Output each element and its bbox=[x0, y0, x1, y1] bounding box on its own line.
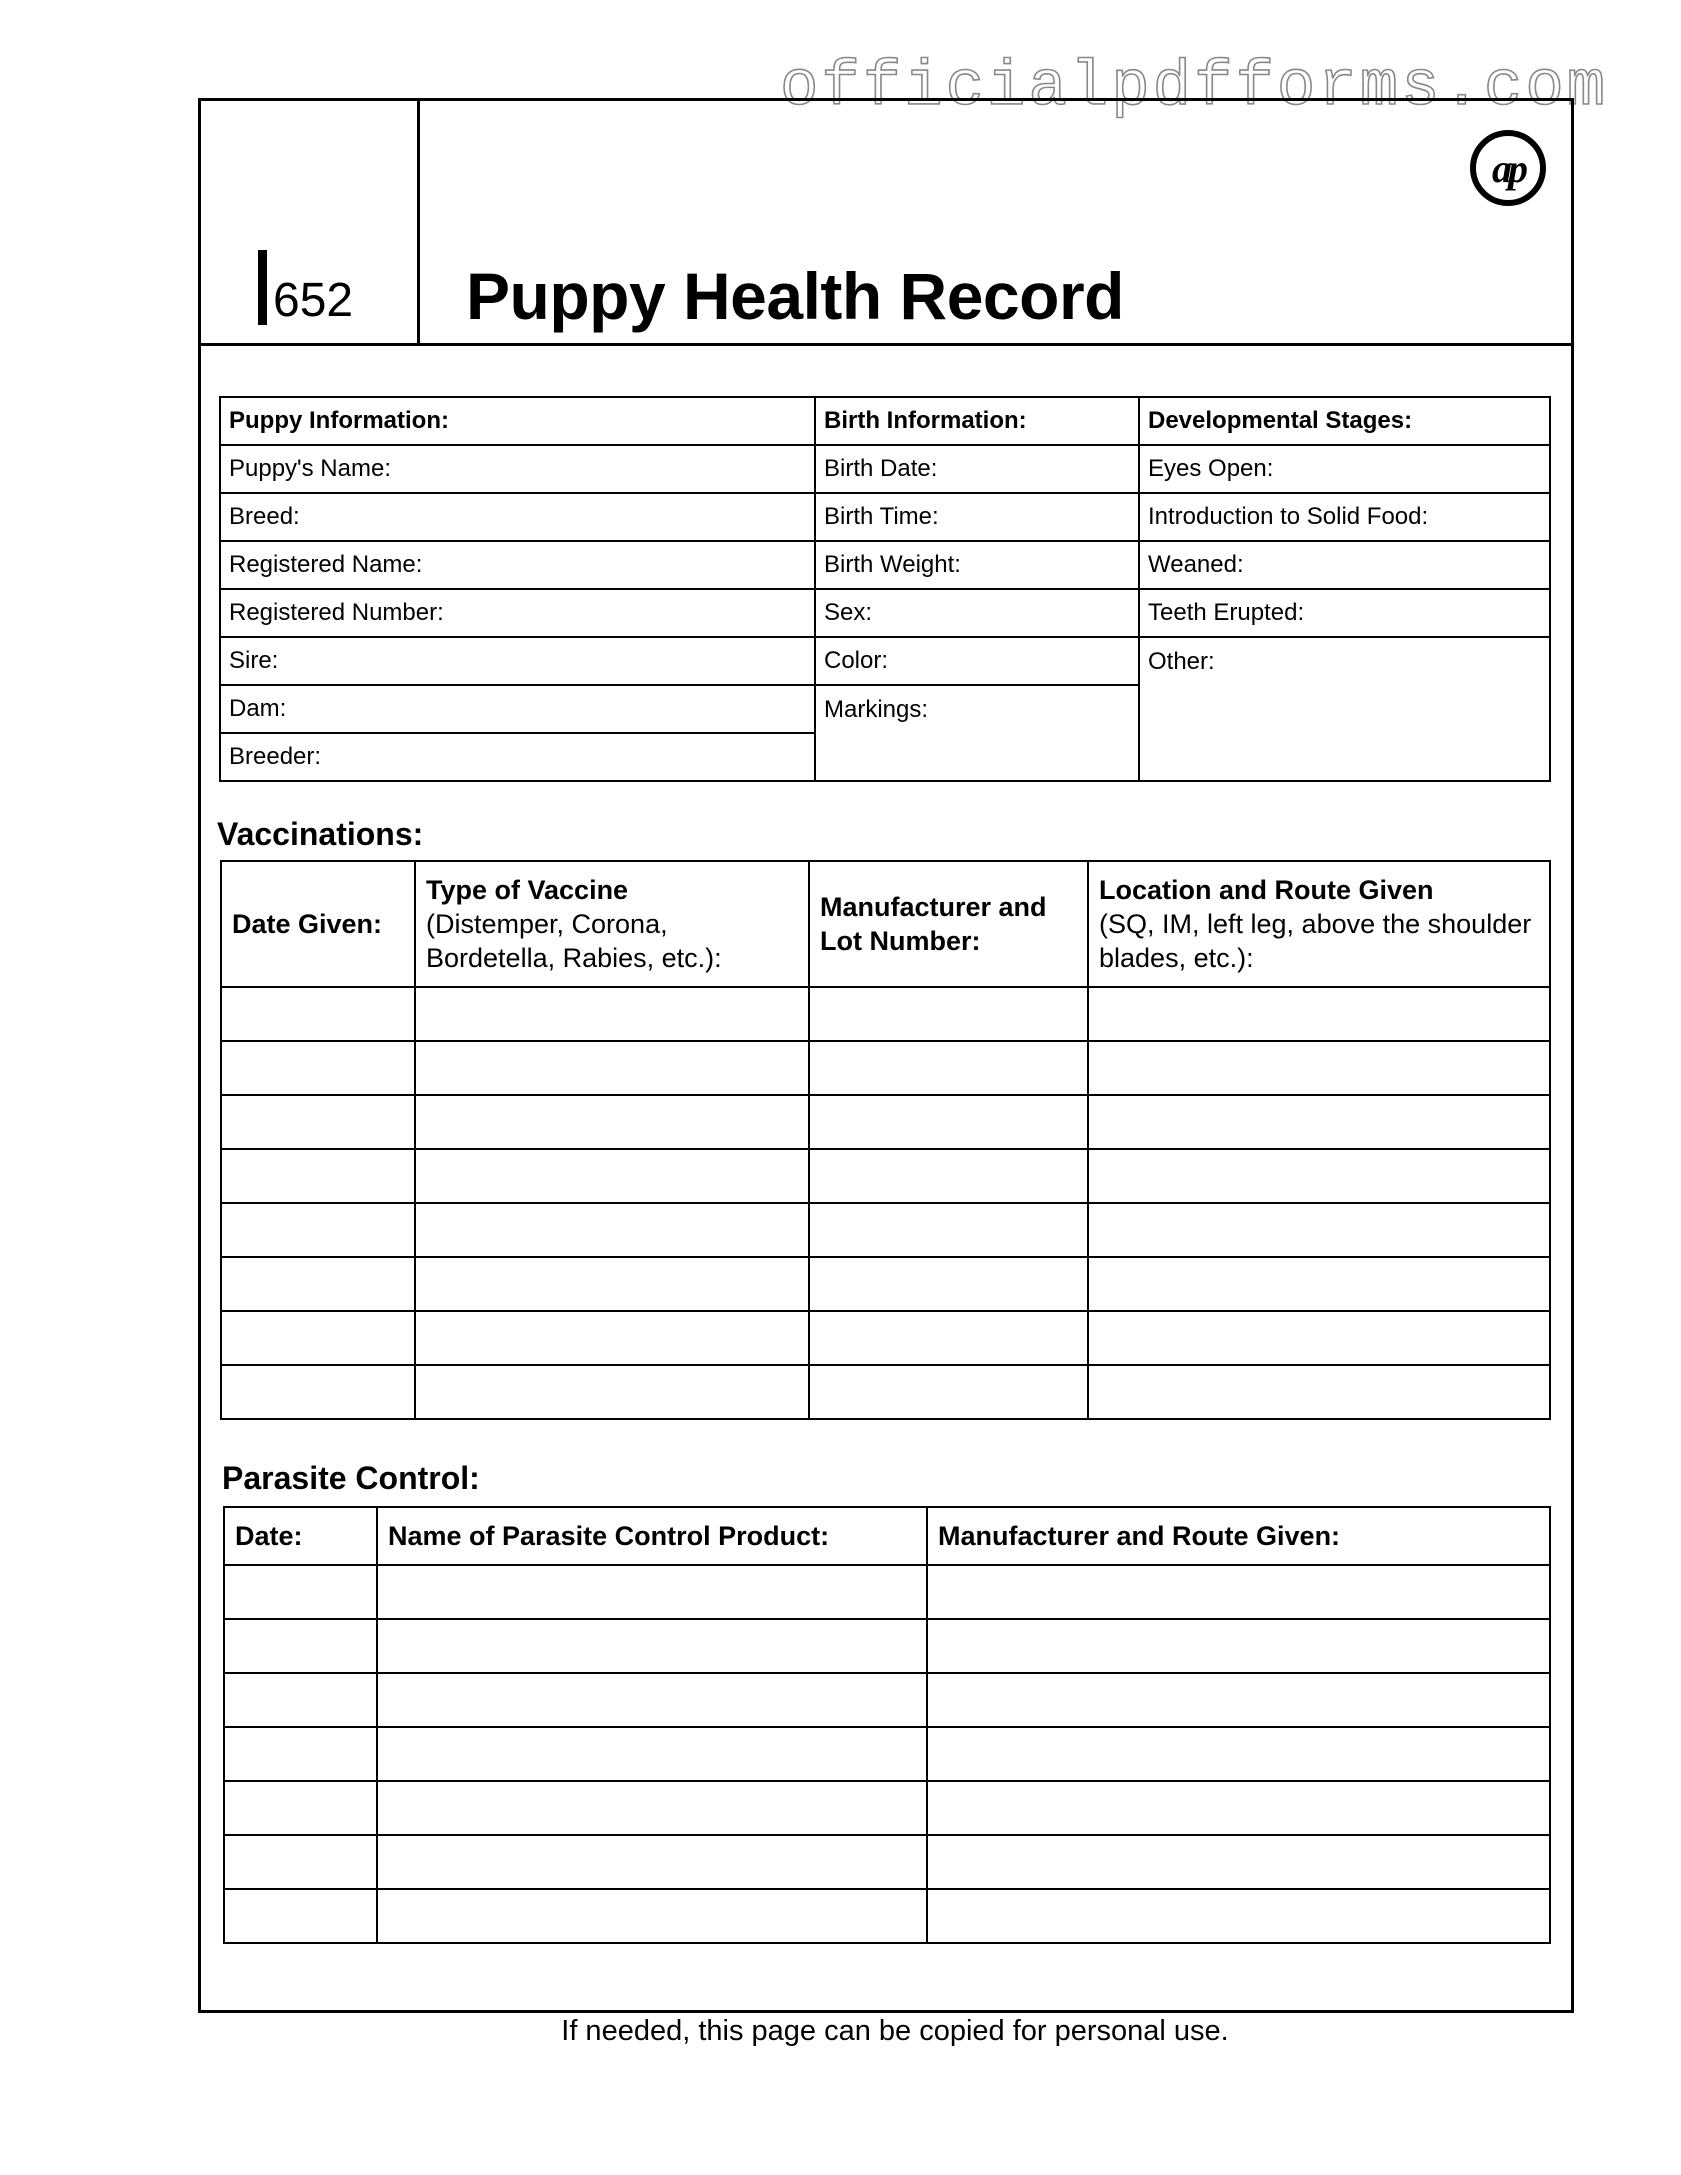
footer-note: If needed, this page can be copied for personal use. bbox=[561, 2015, 1229, 2047]
vacc-cell[interactable] bbox=[1088, 1149, 1550, 1203]
vacc-cell[interactable] bbox=[809, 1149, 1088, 1203]
vacc-col-location-note: (SQ, IM, left leg, above the shoulder blades, etc.): bbox=[1099, 909, 1532, 973]
field-birth-weight[interactable]: Birth Weight: bbox=[815, 541, 1139, 589]
vacc-cell[interactable] bbox=[1088, 1203, 1550, 1257]
para-cell[interactable] bbox=[377, 1727, 927, 1781]
vacc-cell[interactable] bbox=[221, 1041, 415, 1095]
header-rule bbox=[198, 343, 1574, 346]
para-col-product: Name of Parasite Control Product: bbox=[377, 1507, 927, 1565]
vacc-col-type-note: (Distemper, Corona, Bordetella, Rabies, etc.): bbox=[426, 909, 722, 973]
vacc-row bbox=[221, 1095, 1550, 1149]
para-cell[interactable] bbox=[927, 1781, 1550, 1835]
vacc-cell[interactable] bbox=[809, 1041, 1088, 1095]
vacc-row bbox=[221, 987, 1550, 1041]
vacc-cell[interactable] bbox=[415, 1365, 809, 1419]
header-puppy-information: Puppy Information: bbox=[220, 397, 815, 445]
header-developmental-stages: Developmental Stages: bbox=[1139, 397, 1550, 445]
para-cell[interactable] bbox=[927, 1889, 1550, 1943]
field-registered-name[interactable]: Registered Name: bbox=[220, 541, 815, 589]
para-cell[interactable] bbox=[927, 1727, 1550, 1781]
vacc-col-type-title: Type of Vaccine bbox=[426, 875, 629, 905]
para-row bbox=[224, 1727, 1550, 1781]
vacc-cell[interactable] bbox=[221, 1365, 415, 1419]
para-cell[interactable] bbox=[377, 1673, 927, 1727]
vacc-row bbox=[221, 1365, 1550, 1419]
vacc-cell[interactable] bbox=[415, 1203, 809, 1257]
para-cell[interactable] bbox=[224, 1727, 377, 1781]
vaccinations-heading: Vaccinations: bbox=[217, 816, 424, 852]
para-cell[interactable] bbox=[927, 1619, 1550, 1673]
vacc-cell[interactable] bbox=[415, 1311, 809, 1365]
header-birth-information: Birth Information: bbox=[815, 397, 1139, 445]
vacc-col-manufacturer: Manufacturer and Lot Number: bbox=[809, 861, 1088, 987]
vacc-cell[interactable] bbox=[809, 1257, 1088, 1311]
para-row bbox=[224, 1565, 1550, 1619]
para-cell[interactable] bbox=[224, 1673, 377, 1727]
vacc-row bbox=[221, 1257, 1550, 1311]
vacc-cell[interactable] bbox=[415, 1041, 809, 1095]
vacc-cell[interactable] bbox=[221, 1311, 415, 1365]
form-number bbox=[258, 250, 353, 330]
para-cell[interactable] bbox=[377, 1565, 927, 1619]
vacc-cell[interactable] bbox=[1088, 1365, 1550, 1419]
vacc-cell[interactable] bbox=[415, 1149, 809, 1203]
para-col-date: Date: bbox=[224, 1507, 377, 1565]
field-markings[interactable]: Markings: bbox=[815, 685, 1139, 781]
field-breed[interactable]: Breed: bbox=[220, 493, 815, 541]
para-row bbox=[224, 1619, 1550, 1673]
field-sex[interactable]: Sex: bbox=[815, 589, 1139, 637]
vacc-cell[interactable] bbox=[415, 987, 809, 1041]
para-cell[interactable] bbox=[224, 1565, 377, 1619]
vacc-cell[interactable] bbox=[221, 1149, 415, 1203]
para-cell[interactable] bbox=[224, 1889, 377, 1943]
vacc-col-location-title: Location and Route Given bbox=[1099, 875, 1434, 905]
para-row bbox=[224, 1889, 1550, 1943]
field-color[interactable]: Color: bbox=[815, 637, 1139, 685]
vacc-cell[interactable] bbox=[415, 1095, 809, 1149]
vacc-cell[interactable] bbox=[1088, 1257, 1550, 1311]
watermark: officialpdfforms.com bbox=[780, 52, 1609, 124]
field-breeder[interactable]: Breeder: bbox=[220, 733, 815, 781]
vacc-row bbox=[221, 1041, 1550, 1095]
vacc-cell[interactable] bbox=[415, 1257, 809, 1311]
vacc-row bbox=[221, 1203, 1550, 1257]
vacc-cell[interactable] bbox=[809, 1365, 1088, 1419]
para-cell[interactable] bbox=[377, 1835, 927, 1889]
vacc-cell[interactable] bbox=[1088, 1311, 1550, 1365]
field-puppy-name[interactable]: Puppy's Name: bbox=[220, 445, 815, 493]
para-cell[interactable] bbox=[377, 1619, 927, 1673]
field-other[interactable]: Other: bbox=[1139, 637, 1550, 781]
vacc-cell[interactable] bbox=[221, 987, 415, 1041]
vacc-col-date: Date Given: bbox=[221, 861, 415, 987]
vaccinations-table bbox=[220, 860, 1551, 1420]
para-cell[interactable] bbox=[377, 1889, 927, 1943]
para-cell[interactable] bbox=[224, 1619, 377, 1673]
field-solid-food[interactable]: Introduction to Solid Food: bbox=[1139, 493, 1550, 541]
vacc-cell[interactable] bbox=[809, 1311, 1088, 1365]
para-cell[interactable] bbox=[927, 1835, 1550, 1889]
vacc-cell[interactable] bbox=[809, 1203, 1088, 1257]
para-cell[interactable] bbox=[927, 1565, 1550, 1619]
vacc-cell[interactable] bbox=[809, 1095, 1088, 1149]
field-teeth-erupted[interactable]: Teeth Erupted: bbox=[1139, 589, 1550, 637]
field-weaned[interactable]: Weaned: bbox=[1139, 541, 1550, 589]
field-dam[interactable]: Dam: bbox=[220, 685, 815, 733]
vacc-row bbox=[221, 1311, 1550, 1365]
parasite-table bbox=[223, 1506, 1551, 1944]
form-number-bar bbox=[258, 250, 267, 325]
para-cell[interactable] bbox=[927, 1673, 1550, 1727]
vacc-cell[interactable] bbox=[221, 1203, 415, 1257]
field-registered-number[interactable]: Registered Number: bbox=[220, 589, 815, 637]
page-title: Puppy Health Record bbox=[466, 259, 1124, 333]
vacc-cell[interactable] bbox=[809, 987, 1088, 1041]
vacc-col-type bbox=[415, 861, 809, 987]
para-cell[interactable] bbox=[377, 1781, 927, 1835]
field-birth-time[interactable]: Birth Time: bbox=[815, 493, 1139, 541]
parasite-control-heading: Parasite Control: bbox=[222, 1460, 480, 1496]
header-divider bbox=[417, 98, 420, 345]
vacc-cell[interactable] bbox=[1088, 1041, 1550, 1095]
vacc-cell[interactable] bbox=[1088, 987, 1550, 1041]
vacc-cell[interactable] bbox=[221, 1095, 415, 1149]
ap-logo: ap bbox=[1470, 130, 1546, 206]
vacc-cell[interactable] bbox=[1088, 1095, 1550, 1149]
field-birth-date[interactable]: Birth Date: bbox=[815, 445, 1139, 493]
field-eyes-open[interactable]: Eyes Open: bbox=[1139, 445, 1550, 493]
vacc-cell[interactable] bbox=[221, 1257, 415, 1311]
para-cell[interactable] bbox=[224, 1781, 377, 1835]
vacc-col-location bbox=[1088, 861, 1550, 987]
para-cell[interactable] bbox=[224, 1835, 377, 1889]
form-number-digits: 652 bbox=[273, 274, 354, 327]
para-row bbox=[224, 1673, 1550, 1727]
para-row bbox=[224, 1781, 1550, 1835]
info-table bbox=[219, 396, 1551, 782]
field-sire[interactable]: Sire: bbox=[220, 637, 815, 685]
para-col-manufacturer: Manufacturer and Route Given: bbox=[927, 1507, 1550, 1565]
para-row bbox=[224, 1835, 1550, 1889]
vacc-row bbox=[221, 1149, 1550, 1203]
